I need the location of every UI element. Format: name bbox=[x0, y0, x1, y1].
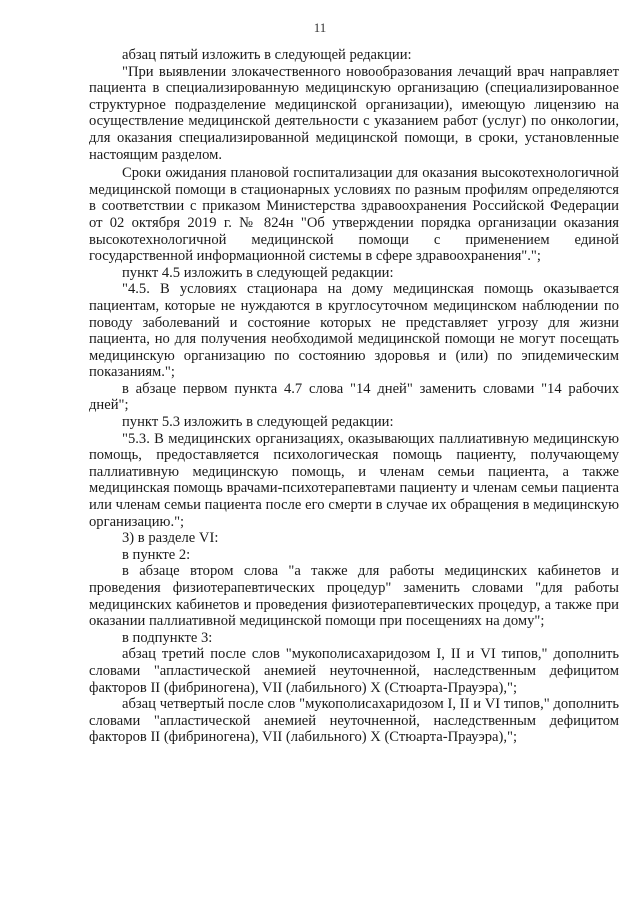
page-number: 11 bbox=[313, 20, 327, 35]
paragraph-9: 3) в разделе VI: bbox=[122, 530, 219, 547]
paragraph-13: абзац третий после слов "мукополисахаридозом I, II и VI типов," дополнить словами "апластической анемией неуточненной, наследственным дефицитом факторов II (фибриногена), VII (лабильного) X (Стюарта-Прауэра),"; bbox=[89, 646, 619, 696]
paragraph-8: "5.3. В медицинских организациях, оказывающих паллиативную медицинскую помощь, предоставляется психологическая помощь пациенту, получающему паллиативную медицинскую помощь, и членам семьи пациента, а также медицинская помощь врачами-психотерапевтами пациенту и членам семьи пациента или членам семьи пациента после его смерти в случае их обращения в медицинскую организацию."; bbox=[89, 430, 619, 530]
document-body bbox=[89, 47, 619, 746]
paragraph-10: в пункте 2: bbox=[122, 546, 191, 563]
paragraph-5: "4.5. В условиях стационара на дому медицинская помощь оказывается пациентам, которые не нуждаются в круглосуточном медицинском наблюдении по поводу заболеваний и состояние которых не представляет угрозу для жизни пациента, но для получения необходимой медицинской помощи не могут посещать медицинскую организацию по состоянию здоровья и (или) по эпидемическим показаниям."; bbox=[89, 281, 619, 381]
paragraph-3: Сроки ожидания плановой госпитализации для оказания высокотехнологичной медицинской помощи в стационарных условиях по разным профилям определяются в соответствии с приказом Министерства здравоохранения Российской Федерации от 02 октября 2019 г. № 824н "Об утверждении порядка организации оказания высокотехнологичной медицинской помощи с применением единой государственной информационной системы в сфере здравоохранения"."; bbox=[89, 165, 619, 265]
paragraph-6: в абзаце первом пункта 4.7 слова "14 дней" заменить словами "14 рабочих дней"; bbox=[89, 380, 619, 414]
paragraph-7: пункт 5.3 изложить в следующей редакции: bbox=[122, 414, 394, 431]
paragraph-1: абзац пятый изложить в следующей редакции: bbox=[122, 47, 412, 63]
paragraph-12: в подпункте 3: bbox=[122, 629, 213, 646]
paragraph-11: в абзаце втором слова "а также для работы медицинских кабинетов и проведения физиотерапевтических процедур" заменить словами "для работы медицинских кабинетов и проведения физиотерапевтических процедур, а также при оказании паллиативной медицинской помощи при посещениях на дому"; bbox=[89, 563, 619, 630]
paragraph-4: пункт 4.5 изложить в следующей редакции: bbox=[122, 264, 394, 281]
paragraph-14: абзац четвертый после слов "мукополисахаридозом I, II и VI типов," дополнить словами "апластической анемией неуточненной, наследственным дефицитом факторов II (фибриногена), VII (лабильного) X (Стюарта-Прауэра),"; bbox=[89, 696, 619, 746]
paragraph-2: "При выявлении злокачественного новообразования лечащий врач направляет пациента в специализированную медицинскую организацию (специализированное структурное подразделение медицинской организации), имеющую лицензию на осуществление медицинской деятельности с указанием работ (услуг) по онкологии, для оказания специализированной медицинской помощи, в сроки, установленные настоящим разделом. bbox=[89, 63, 619, 163]
